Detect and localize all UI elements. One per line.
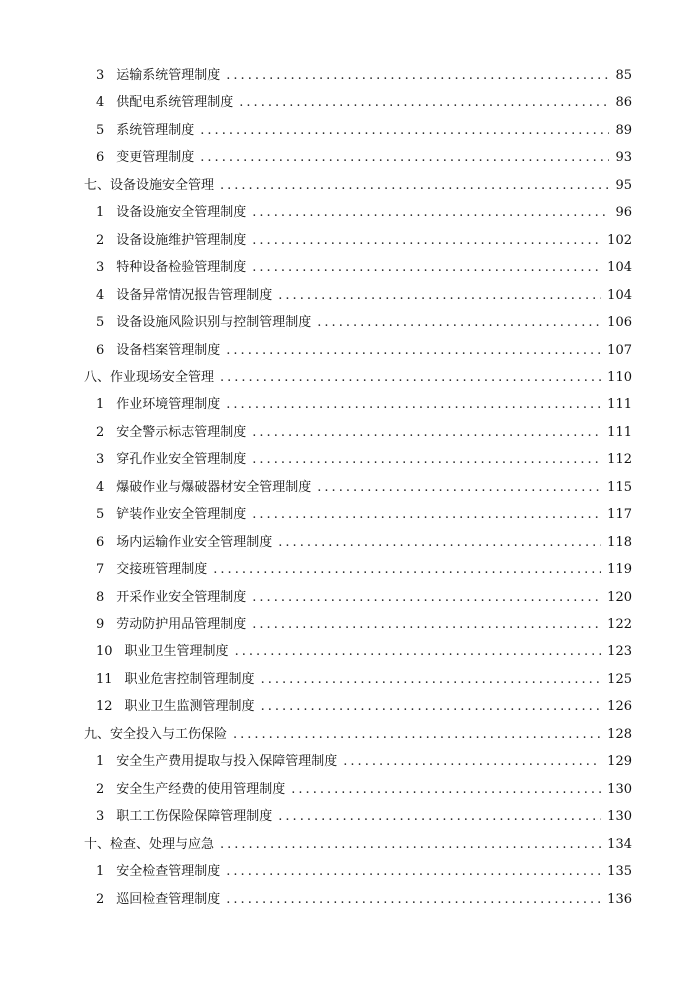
toc-section-entry[interactable]	[0, 368, 700, 388]
toc-entry-number: 2	[96, 781, 105, 797]
toc-page-number: 93	[615, 150, 632, 166]
toc-entry-number: 6	[96, 150, 105, 166]
toc-page-number: 117	[607, 507, 632, 523]
dot-leader	[278, 286, 601, 306]
toc-entry[interactable]	[0, 670, 700, 690]
toc-page-number: 95	[615, 177, 632, 193]
toc-section-entry[interactable]	[0, 835, 700, 855]
toc-page-number: 122	[607, 617, 632, 632]
toc-page-number: 129	[607, 754, 632, 770]
dot-leader	[317, 313, 601, 333]
toc-entry-number: 8	[96, 589, 105, 605]
toc-entry[interactable]	[0, 505, 700, 525]
toc-entry[interactable]	[0, 615, 700, 635]
toc-entry-number: 1	[96, 864, 105, 880]
dot-leader	[278, 807, 601, 827]
toc-entry-number: 2	[96, 424, 105, 440]
toc-section-entry[interactable]	[0, 176, 700, 196]
dot-leader	[317, 478, 601, 498]
toc-entry-number: 10	[96, 644, 113, 660]
toc-entry-title: 铲装作业安全管理制度	[116, 507, 247, 523]
toc-entry-number: 5	[96, 122, 105, 138]
toc-page-number: 125	[607, 671, 632, 687]
toc-entry[interactable]	[0, 780, 700, 800]
toc-page-number: 126	[607, 699, 632, 715]
toc-entry-title: 安全生产经费的使用管理制度	[116, 781, 286, 797]
toc-entry-title: 穿孔作业安全管理制度	[116, 452, 247, 468]
dot-leader	[220, 176, 609, 196]
toc-page-number: 106	[607, 315, 632, 331]
toc-page-number: 128	[607, 726, 632, 742]
toc-entry-number: 3	[96, 68, 105, 83]
toc-entry-number: 1	[96, 205, 105, 221]
dot-leader	[220, 368, 601, 388]
toc-entry-number: 3	[96, 452, 105, 468]
toc-entry-title: 系统管理制度	[116, 122, 195, 138]
toc-entry-number: 2	[96, 232, 105, 248]
dot-leader	[252, 203, 609, 223]
dot-leader	[233, 725, 601, 745]
dot-leader	[252, 231, 601, 251]
toc-entry-number: 6	[96, 342, 105, 358]
dot-leader	[261, 670, 602, 690]
dot-leader	[226, 890, 601, 910]
toc-entry-title: 设备设施风险识别与控制管理制度	[116, 315, 312, 331]
toc-page-number: 134	[607, 836, 632, 852]
toc-entry[interactable]	[0, 203, 700, 223]
toc-entry[interactable]	[0, 862, 700, 882]
toc-entry-number: 1	[96, 754, 105, 770]
dot-leader	[226, 341, 601, 361]
toc-entry-number: 4	[96, 287, 105, 303]
toc-entry[interactable]	[0, 478, 700, 498]
toc-entry[interactable]	[0, 93, 700, 113]
toc-entry-title: 八、作业现场安全管理	[84, 369, 215, 385]
toc-entry-title: 设备异常情况报告管理制度	[116, 287, 273, 303]
toc-entry[interactable]	[0, 752, 700, 772]
toc-entry-title: 劳动防护用品管理制度	[116, 617, 247, 632]
toc-entry[interactable]	[0, 341, 700, 361]
toc-page-number: 85	[615, 68, 632, 83]
toc-entry-title: 巡回检查管理制度	[116, 891, 221, 907]
toc-page-number: 111	[607, 397, 632, 413]
dot-leader	[220, 835, 601, 855]
toc-entry-title: 安全警示标志管理制度	[116, 424, 247, 440]
toc-page-number: 119	[607, 562, 632, 578]
toc-entry[interactable]	[0, 66, 700, 86]
dot-leader	[226, 66, 609, 86]
dot-leader	[291, 780, 601, 800]
dot-leader	[252, 588, 601, 608]
toc-page-number: 96	[615, 205, 632, 221]
toc-entry[interactable]	[0, 807, 700, 827]
toc-entry-title: 安全生产费用提取与投入保障管理制度	[116, 754, 338, 770]
toc-entry-title: 场内运输作业安全管理制度	[116, 534, 273, 550]
toc-page-number: 130	[607, 781, 632, 797]
toc-entry[interactable]	[0, 533, 700, 553]
toc-entry-number: 3	[96, 260, 105, 276]
toc-entry-title: 设备档案管理制度	[116, 342, 221, 358]
toc-page-number: 120	[607, 589, 632, 605]
toc-page-number: 86	[615, 95, 632, 111]
toc-page-number: 135	[607, 864, 632, 880]
dot-leader	[252, 258, 601, 278]
toc-page-number: 89	[615, 122, 632, 138]
dot-leader	[226, 862, 601, 882]
dot-leader	[252, 615, 601, 635]
dot-leader	[278, 533, 601, 553]
toc-entry-number: 6	[96, 534, 105, 550]
toc-entry-title: 变更管理制度	[116, 150, 195, 166]
toc-entry[interactable]	[0, 450, 700, 470]
dot-leader	[252, 423, 601, 443]
toc-entry-number: 3	[96, 809, 105, 825]
toc-entry-title: 特种设备检验管理制度	[116, 260, 247, 276]
toc-page-number: 107	[607, 342, 632, 358]
toc-page-number: 123	[607, 644, 632, 660]
toc-entry-title: 职业卫生管理制度	[124, 644, 229, 660]
toc-entry-title: 职业危害控制管理制度	[124, 671, 255, 687]
toc-entry-title: 作业环境管理制度	[116, 397, 221, 413]
toc-page-number: 102	[607, 232, 632, 248]
toc-entry[interactable]	[0, 286, 700, 306]
toc-page-number: 118	[607, 534, 632, 550]
toc-entry[interactable]	[0, 588, 700, 608]
toc-entry[interactable]	[0, 560, 700, 580]
toc-entry-title: 开采作业安全管理制度	[116, 589, 247, 605]
toc-entry-number: 5	[96, 315, 105, 331]
dot-leader	[235, 642, 602, 662]
toc-entry-title: 设备设施安全管理制度	[116, 205, 247, 221]
toc-entry-title: 设备设施维护管理制度	[116, 232, 247, 248]
toc-entry-number: 12	[96, 699, 113, 715]
toc-entry[interactable]	[0, 121, 700, 141]
toc-entry-number: 7	[96, 562, 105, 578]
toc-page-number: 104	[607, 260, 632, 276]
dot-leader	[200, 121, 609, 141]
toc-entry-title: 供配电系统管理制度	[116, 95, 234, 111]
toc-entry[interactable]	[0, 890, 700, 910]
dot-leader	[261, 697, 602, 717]
toc-entry-number: 4	[96, 95, 105, 111]
toc-entry-title: 爆破作业与爆破器材安全管理制度	[116, 479, 312, 495]
toc-entry-number: 9	[96, 617, 105, 632]
toc-section-entry[interactable]	[0, 725, 700, 745]
toc-entry[interactable]	[0, 313, 700, 333]
toc-entry-title: 安全检查管理制度	[116, 864, 221, 880]
toc-entry-title: 九、安全投入与工伤保险	[84, 726, 228, 742]
toc-entry[interactable]	[0, 258, 700, 278]
toc-page-number: 115	[607, 479, 632, 495]
toc-entry[interactable]	[0, 148, 700, 168]
dot-leader	[252, 450, 601, 470]
toc-entry-number: 11	[96, 671, 113, 687]
toc-entry-number: 4	[96, 479, 105, 495]
dot-leader	[213, 560, 601, 580]
toc-entry-number: 2	[96, 891, 105, 907]
toc-entry[interactable]	[0, 642, 700, 662]
dot-leader	[239, 93, 609, 113]
toc-entry-title: 十、检查、处理与应急	[84, 836, 215, 852]
toc-entry-title: 运输系统管理制度	[116, 68, 221, 83]
toc-entry-title: 七、设备设施安全管理	[84, 177, 215, 193]
dot-leader	[200, 148, 609, 168]
toc-entry-title: 职业卫生监测管理制度	[124, 699, 255, 715]
toc-entry-number: 1	[96, 397, 105, 413]
toc-entry-title: 交接班管理制度	[116, 562, 208, 578]
dot-leader	[343, 752, 601, 772]
toc-entry-title: 职工工伤保险保障管理制度	[116, 809, 273, 825]
toc-page-number: 111	[607, 424, 632, 440]
toc-entry[interactable]	[0, 697, 700, 717]
toc-entry-number: 5	[96, 507, 105, 523]
toc-page-number: 136	[607, 891, 632, 907]
toc-page-number: 110	[607, 369, 632, 385]
toc-page-number: 104	[607, 287, 632, 303]
toc-page-number: 130	[607, 809, 632, 825]
toc-entry[interactable]	[0, 231, 700, 251]
dot-leader	[226, 395, 601, 415]
toc-entry[interactable]	[0, 395, 700, 415]
dot-leader	[252, 505, 601, 525]
toc-page-number: 112	[607, 452, 632, 468]
toc-entry[interactable]	[0, 423, 700, 443]
